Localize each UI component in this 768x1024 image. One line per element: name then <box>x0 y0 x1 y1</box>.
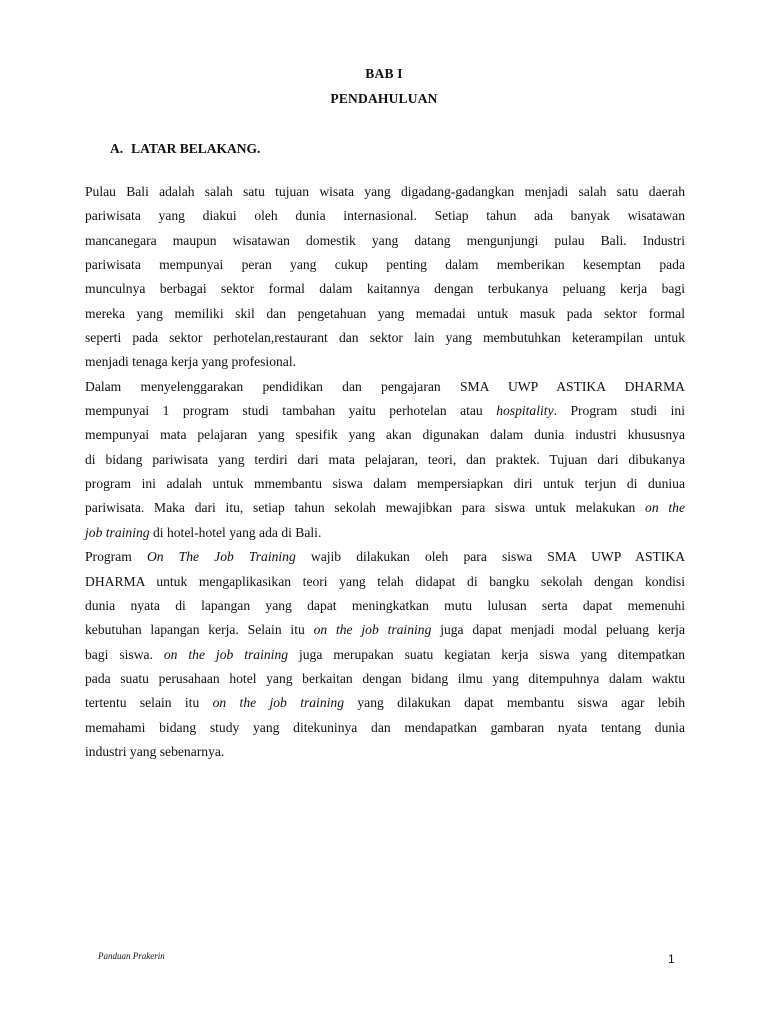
text-line: industri yang sebenarnya. <box>85 743 225 759</box>
text-line: mempunyai 1 program studi tambahan yaitu perhotelan atau hospitality. Program studi ini <box>85 403 685 419</box>
text-line: bagi siswa. on the job training juga merupakan suatu kegiatan kerja siswa yang ditempatkan <box>85 646 685 662</box>
text-line: di bidang pariwisata yang terdiri dari mata pelajaran, teori, dan praktek. Tujuan dari dibukanya <box>85 451 685 467</box>
text-line: mempunyai mata pelajaran yang spesifik yang akan digunakan dalam dunia industri khususnya <box>85 427 685 443</box>
text-line: pariwisata yang diakui oleh dunia internasional. Setiap tahun ada banyak wisatawan <box>85 208 685 224</box>
text-line: tertentu selain itu on the job training yang dilakukan dapat membantu siswa agar lebih <box>85 695 686 711</box>
text-line: menjadi tenaga kerja yang profesional. <box>85 354 296 370</box>
text-line: Program On The Job Training wajib dilakukan oleh para siswa SMA UWP ASTIKA <box>85 549 686 565</box>
text-line: Pulau Bali adalah salah satu tujuan wisata yang digadang-gadangkan menjadi salah satu daerah <box>85 184 685 199</box>
footer-label: Panduan Prakerin <box>98 951 165 961</box>
text-line: DHARMA untuk mengaplikasikan teori yang telah didapat di bangku sekolah dengan kondisi <box>85 573 685 589</box>
chapter-heading: BAB I <box>365 66 403 81</box>
text-line: dunia nyata di lapangan yang dapat meningkatkan mutu lulusan serta dapat memenuhi <box>85 597 685 613</box>
section-letter: A. <box>110 141 124 156</box>
section-heading <box>110 141 260 157</box>
text-line: pariwisata mempunyai peran yang cukup penting dalam memberikan kesemptan pada <box>85 257 685 273</box>
text-line: pariwisata. Maka dari itu, setiap tahun sekolah mewajibkan para siswa untuk melakukan on the <box>85 500 685 516</box>
chapter-title: PENDAHULUAN <box>330 91 438 106</box>
text-line: Dalam menyelenggarakan pendidikan dan pengajaran SMA UWP ASTIKA DHARMA <box>85 378 685 394</box>
body-text <box>85 180 685 764</box>
text-line: mereka yang memiliki skil dan pengetahuan yang memadai untuk masuk pada sektor formal <box>85 305 685 321</box>
text-line: program ini adalah untuk mmembantu siswa dalam mempersiapkan diri untuk terjun di duniua <box>85 476 685 492</box>
section-title: LATAR BELAKANG. <box>131 141 261 156</box>
text-line: pada suatu perusahaan hotel yang berkaitan dengan bidang ilmu yang ditempuhnya dalam waktu <box>85 670 685 686</box>
text-line: mancanegara maupun wisatawan domestik yang datang mengunjungi pulau Bali. Industri <box>85 232 685 248</box>
text-line: munculnya berbagai sektor formal dalam kaitannya dengan terbukanya peluang kerja bagi <box>85 281 685 297</box>
text-line: job training di hotel-hotel yang ada di Bali. <box>85 524 322 540</box>
page-number: 1 <box>668 952 675 966</box>
text-line: memahami bidang study yang ditekuninya dan mendapatkan gambaran nyata tentang dunia <box>85 719 685 735</box>
text-line: kebutuhan lapangan kerja. Selain itu on the job training juga dapat menjadi modal peluang kerja <box>85 622 685 638</box>
text-line: seperti pada sektor perhotelan,restaurant dan sektor lain yang membutuhkan keterampilan untuk <box>85 330 685 346</box>
